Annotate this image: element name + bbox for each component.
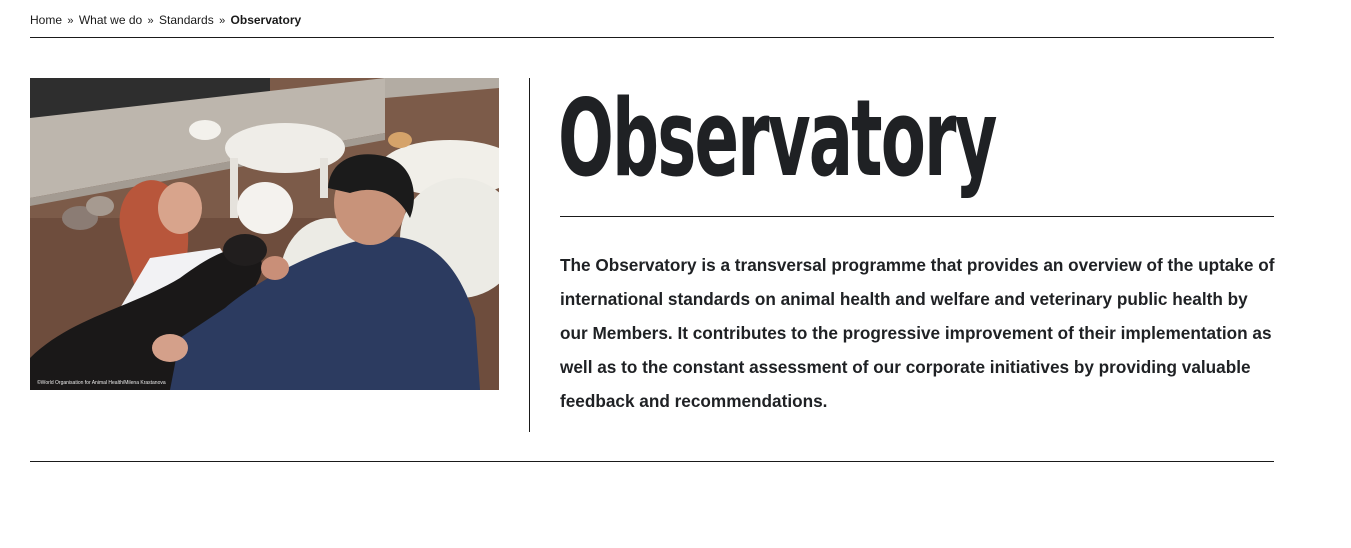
breadcrumb-link-what-we-do[interactable]: What we do	[78, 13, 143, 27]
page-description: The Observatory is a transversal programme that provides an overview of the uptake of international standards on animal health and welfare and veterinary public health by our Members. It contributes to the progressive improvement of their implementation as well as to the constant assessment of our corporate initiatives by providing valuable feedback and recommendations.	[560, 255, 1275, 411]
vertical-divider	[529, 78, 530, 432]
photo-credit: ©World Organisation for Animal Health/Milena Krastanova	[37, 380, 166, 386]
hero-photo	[30, 78, 499, 390]
breadcrumb-separator: »	[147, 15, 154, 27]
breadcrumb-link-standards[interactable]: Standards	[159, 13, 214, 27]
breadcrumb	[30, 12, 301, 29]
title-divider	[560, 216, 1274, 217]
breadcrumb-current: Observatory	[230, 13, 302, 27]
breadcrumb-divider	[30, 37, 1274, 38]
breadcrumb-link-home[interactable]: Home	[30, 13, 63, 27]
page-title: Observatory	[558, 77, 996, 200]
breadcrumb-separator: »	[219, 15, 226, 27]
section-divider	[30, 461, 1274, 462]
breadcrumb-separator: »	[67, 15, 74, 27]
